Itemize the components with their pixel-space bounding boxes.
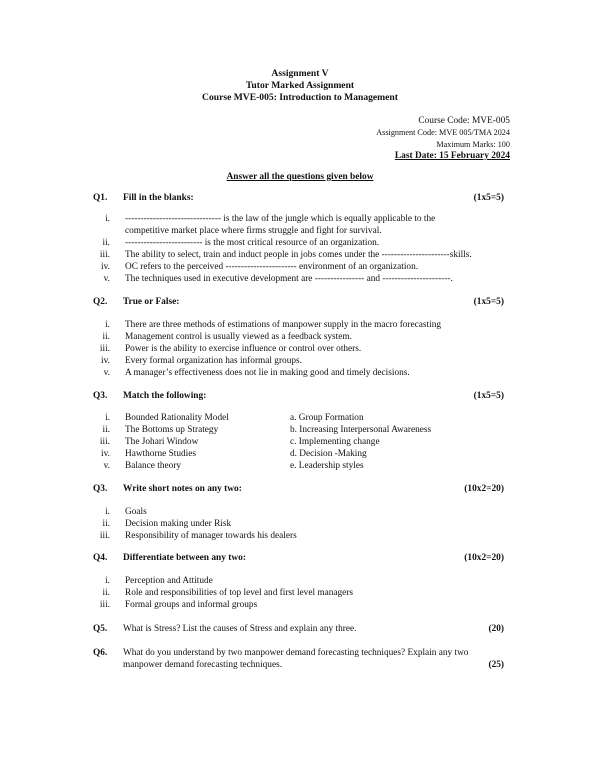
match-left: The Johari Window [125,437,199,447]
match-right: a. Group Formation [290,413,364,423]
course-code: Course Code: MVE-005 [418,116,510,126]
item-numeral: i. [105,320,110,330]
q1-title: Fill in the blanks: [123,193,194,203]
q3b-marks: (10x2=20) [464,484,504,494]
item-text: Power is the ability to exercise influence or control over others. [125,344,362,354]
item-numeral: ii. [102,519,110,529]
item-text: Management control is usually viewed as a feedback system. [125,332,352,342]
match-right: b. Increasing Interpersonal Awareness [290,425,432,435]
item-text: ------------------------- is the most critical resource of an organization. [125,238,380,248]
q4-marks: (10x2=20) [464,553,504,563]
q1-marks: (1x5=5) [473,193,504,203]
item-numeral: i. [105,507,110,517]
item-numeral: iii. [99,600,110,610]
q3-marks: (1x5=5) [473,391,504,401]
item-text: A manager’s effectiveness does not lie in making good and timely decisions. [125,368,410,378]
assignment-type: Tutor Marked Assignment [245,80,355,91]
item-text: Goals [125,507,147,517]
item-numeral: iii. [99,531,110,541]
assignment-code: Assignment Code: MVE 005/TMA 2024 [376,128,510,137]
item-text: ------------------------------- is the law of the jungle which is equally applicable to the [125,214,436,224]
q3b-number: Q3. [93,484,108,494]
match-left: Hawthorne Studies [125,449,197,459]
last-date: Last Date: 15 February 2024 [394,151,510,161]
q5-number: Q5. [93,624,108,634]
match-right: d. Decision -Making [290,449,367,459]
item-numeral: iv. [101,449,110,459]
match-left: The Bottoms up Strategy [125,425,219,435]
maximum-marks: Maximum Marks: 100 [436,140,510,149]
q6-number: Q6. [93,648,108,658]
match-left: Bounded Rationality Model [125,413,229,423]
course-title: Course MVE-005: Introduction to Management [202,92,398,103]
q3-title: Match the following: [123,391,207,401]
q6-marks: (25) [488,660,504,670]
q1-number: Q1. [93,193,108,203]
assignment-title: Assignment V [271,68,329,79]
match-right: e. Leadership styles [290,461,364,471]
item-numeral: iv. [101,356,110,366]
item-numeral: iv. [101,262,110,272]
item-numeral: v. [103,368,110,378]
item-numeral: v. [103,461,110,471]
item-text: The techniques used in executive development are ---------------- and ----------------------. [125,274,453,284]
item-numeral: ii. [102,588,110,598]
instruction: Answer all the questions given below [226,172,374,182]
item-numeral: iii. [99,437,110,447]
item-text: Formal groups and informal groups [125,600,258,610]
q3b-title: Write short notes on any two: [123,484,242,494]
item-text: The ability to select, train and induct people in jobs comes under the ----------------------skills. [125,250,472,260]
item-text: Decision making under Risk [125,519,232,529]
item-numeral: ii. [102,332,110,342]
item-numeral: i. [105,576,110,586]
q5-marks: (20) [488,624,504,634]
match-right: c. Implementing change [290,437,380,447]
item-numeral: ii. [102,425,110,435]
q6-text-line1: What do you understand by two manpower demand forecasting techniques? Explain any two [123,648,469,658]
item-text: OC refers to the perceived ----------------------- environment of an organization. [125,262,419,272]
q2-number: Q2. [93,297,108,307]
item-numeral: iii. [99,344,110,354]
item-numeral: i. [105,413,110,423]
item-numeral: v. [103,274,110,284]
item-text: competitive market place where firms struggle and fight for survival. [125,226,382,236]
q3-number: Q3. [93,391,108,401]
q2-title: True or False: [123,297,180,307]
item-numeral: iii. [99,250,110,260]
match-left: Balance theory [125,461,182,471]
item-numeral: i. [105,214,110,224]
q5-text: What is Stress? List the causes of Stress and explain any three. [123,624,357,634]
item-text: Every formal organization has informal groups. [125,356,302,366]
item-numeral: ii. [102,238,110,248]
q2-marks: (1x5=5) [473,297,504,307]
q4-title: Differentiate between any two: [123,553,246,563]
q4-number: Q4. [93,553,108,563]
item-text: Perception and Attitude [125,576,213,586]
item-text: Responsibility of manager towards his dealers [125,531,297,541]
item-text: Role and responsibilities of top level and first level managers [125,588,353,598]
q6-text-line2: manpower demand forecasting techniques. [123,660,283,670]
item-text: There are three methods of estimations of manpower supply in the macro forecasting [125,320,441,330]
